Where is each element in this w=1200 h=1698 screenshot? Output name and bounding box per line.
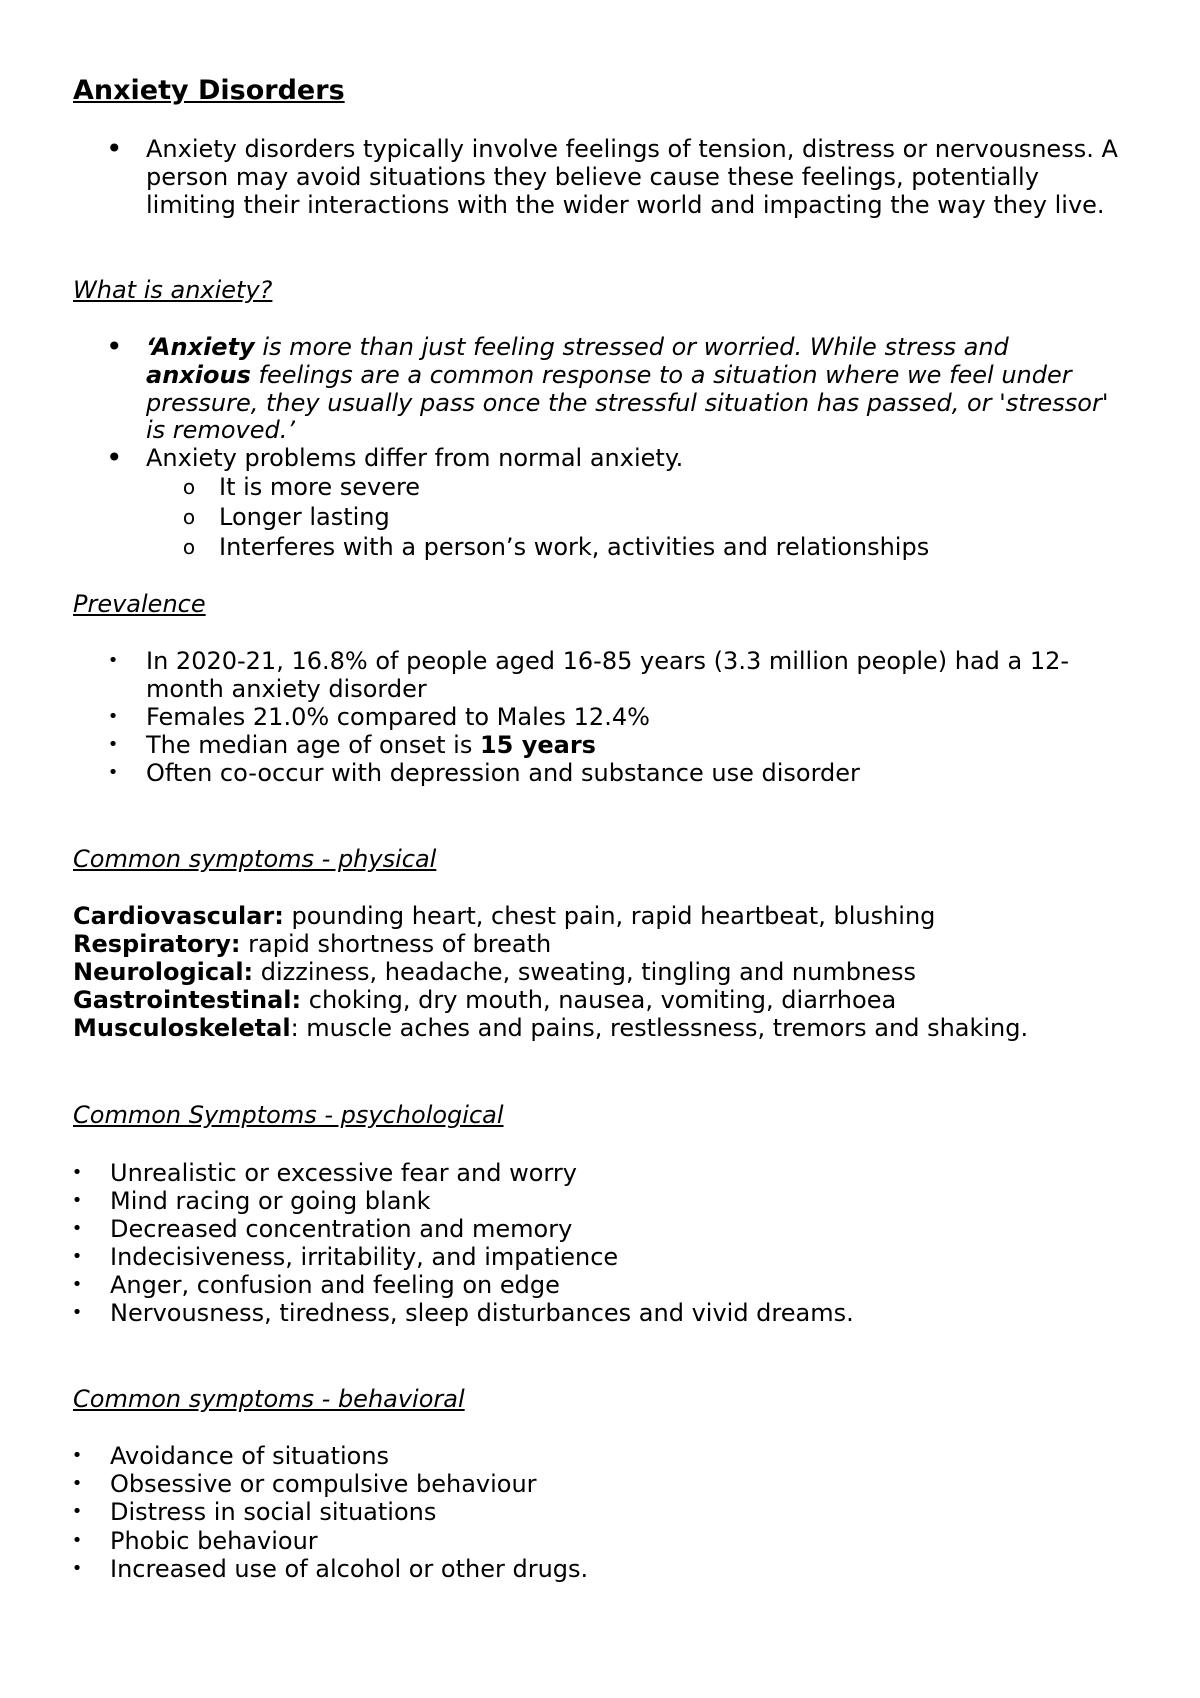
list-item: Unrealistic or excessive fear and worry <box>110 1159 577 1187</box>
list-item-text: The median age of onset is <box>146 731 480 759</box>
list-item: Nervousness, tiredness, sleep disturbances and vivid dreams. <box>110 1299 854 1327</box>
quote-line <box>146 333 1009 361</box>
list-item: Mind racing or going blank <box>110 1187 431 1215</box>
quote-bold-anxiety: ‘Anxiety <box>146 333 255 361</box>
quote-line: is removed.’ <box>146 416 295 444</box>
bullet-icon: • <box>71 1501 83 1522</box>
quote-text: is more than just feeling stressed or worried. While stress and <box>254 333 1009 361</box>
symptom-label: Gastrointestinal: <box>73 986 302 1014</box>
bullet-icon: • <box>107 650 119 671</box>
list-item: Anxiety problems differ from normal anxiety. <box>146 444 684 472</box>
list-item: Avoidance of situations <box>110 1442 390 1470</box>
quote-line <box>146 361 1072 389</box>
bullet-icon: • <box>106 330 123 363</box>
intro-line: Anxiety disorders typically involve feelings of tension, distress or nervousness. A <box>146 135 1118 163</box>
bullet-icon: • <box>107 762 119 783</box>
symptom-row <box>73 958 916 986</box>
sub-list-item: Longer lasting <box>219 503 390 531</box>
symptom-text: pounding heart, chest pain, rapid heartbeat, blushing <box>283 902 936 930</box>
symptom-text: dizziness, headache, sweating, tingling and numbness <box>253 958 916 986</box>
bullet-icon: • <box>71 1473 83 1494</box>
intro-line: limiting their interactions with the wider world and impacting the way they live. <box>146 191 1105 219</box>
symptom-text: rapid shortness of breath <box>240 930 552 958</box>
bullet-icon: • <box>71 1246 83 1267</box>
symptom-label: Neurological: <box>73 958 254 986</box>
symptom-row <box>73 1014 1028 1042</box>
list-item: Anger, confusion and feeling on edge <box>110 1271 560 1299</box>
list-item: Females 21.0% compared to Males 12.4% <box>146 703 650 731</box>
prevalence-heading: Prevalence <box>73 590 206 618</box>
bullet-icon: • <box>71 1558 83 1579</box>
list-item: month anxiety disorder <box>146 675 427 703</box>
sub-list-item: It is more severe <box>219 473 421 501</box>
symptom-label: Respiratory: <box>73 930 241 958</box>
sub-list-item: Interferes with a person’s work, activities and relationships <box>219 533 930 561</box>
bullet-icon: • <box>71 1445 83 1466</box>
bullet-icon: • <box>107 706 119 727</box>
symptom-text: choking, dry mouth, nausea, vomiting, diarrhoea <box>301 986 897 1014</box>
bullet-icon: • <box>71 1274 83 1295</box>
symptom-row <box>73 930 551 958</box>
circle-bullet-icon: o <box>182 475 196 499</box>
median-age-value: 15 years <box>479 731 596 759</box>
list-item: Often co-occur with depression and substance use disorder <box>146 759 860 787</box>
physical-symptoms-heading: Common symptoms - physical <box>73 845 437 873</box>
what-is-anxiety-heading: What is anxiety? <box>73 276 273 304</box>
bullet-icon: • <box>71 1302 83 1323</box>
symptom-label: Cardiovascular: <box>73 902 284 930</box>
list-item <box>146 731 596 759</box>
list-item: Indecisiveness, irritability, and impatience <box>110 1243 619 1271</box>
list-item: In 2020-21, 16.8% of people aged 16-85 years (3.3 million people) had a 12- <box>146 647 1070 675</box>
behavioral-symptoms-heading: Common symptoms - behavioral <box>73 1385 465 1413</box>
circle-bullet-icon: o <box>182 505 196 529</box>
circle-bullet-icon: o <box>182 535 196 559</box>
bullet-icon: • <box>71 1530 83 1551</box>
list-item: Phobic behaviour <box>110 1527 318 1555</box>
symptom-row <box>73 902 935 930</box>
page-title: Anxiety Disorders <box>73 75 345 106</box>
symptom-label: Musculoskeletal <box>73 1014 291 1042</box>
bullet-icon: • <box>106 441 123 474</box>
bullet-icon: • <box>71 1190 83 1211</box>
bullet-icon: • <box>71 1162 83 1183</box>
list-item: Obsessive or compulsive behaviour <box>110 1470 537 1498</box>
quote-text: feelings are a common response to a situation where we feel under <box>250 361 1072 389</box>
quote-bold-anxious: anxious <box>146 361 251 389</box>
symptom-text: : muscle aches and pains, restlessness, tremors and shaking. <box>290 1014 1029 1042</box>
list-item: Distress in social situations <box>110 1498 437 1526</box>
list-item: Decreased concentration and memory <box>110 1215 573 1243</box>
psychological-symptoms-heading: Common Symptoms - psychological <box>73 1101 504 1129</box>
list-item: Increased use of alcohol or other drugs. <box>110 1555 589 1583</box>
bullet-icon: • <box>106 132 123 165</box>
symptom-row <box>73 986 896 1014</box>
intro-line: person may avoid situations they believe cause these feelings, potentially <box>146 163 1039 191</box>
bullet-icon: • <box>107 734 119 755</box>
quote-line: pressure, they usually pass once the stressful situation has passed, or 'stressor' <box>146 389 1109 417</box>
bullet-icon: • <box>71 1218 83 1239</box>
